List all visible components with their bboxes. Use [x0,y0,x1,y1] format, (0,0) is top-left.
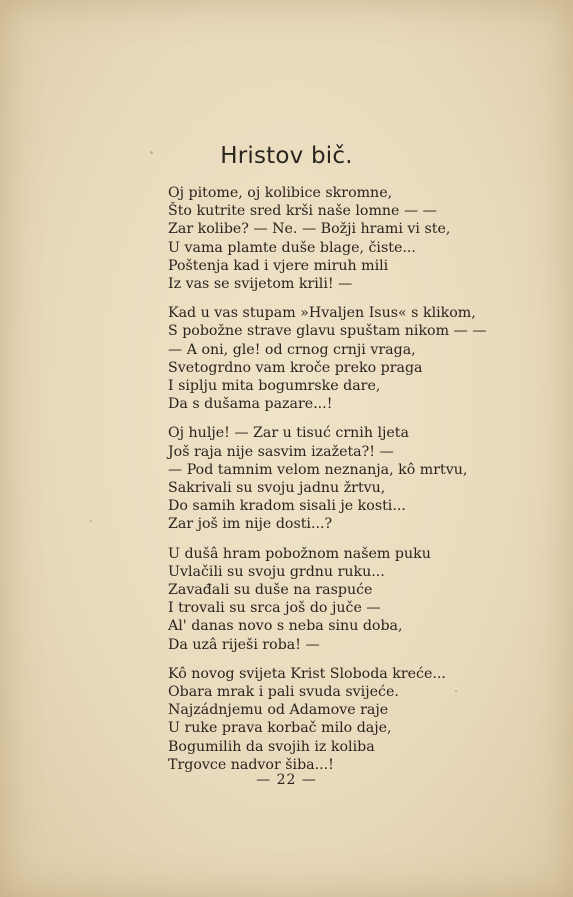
poem-line: Al' danas novo s neba sinu doba, [168,618,403,635]
poem-line: Zar još im nije dosti...? [168,516,333,533]
poem-line: Sakrivali su svoju jadnu žrtvu, [168,480,386,497]
poem-line: S pobožne strave glavu spuštam nikom — — [168,323,487,340]
poem-line: — Pod tamnim velom neznanja, kô mrtvu, [168,461,468,478]
poem-line: Kad u vas stupam »Hvaljen Isus« s klikom, [168,305,476,322]
poem-line: Oj pitome, oj kolibice skromne, [168,185,393,201]
poem-line: Uvlačili su svoju grdnu ruku... [168,563,385,580]
stanza [168,545,518,654]
poem-line: Trgovce nadvor šiba...! [168,756,334,773]
stanza [168,424,518,533]
poem-line: Zavađali su duše na raspuće [168,582,373,599]
poem-line: Poštenja kad i vjere miruh mili [168,257,389,274]
poem-line: U dušâ hram pobožnom našem puku [168,545,431,562]
stanza [168,304,518,413]
poem-line: Do samih kradom sisali je kosti... [168,498,406,515]
poem-line: Da uzâ riješi roba! — [168,636,320,653]
poem-line: U ruke prava korbač milo daje, [168,720,392,737]
poem-line: Bogumilih da svojih iz koliba [168,738,375,755]
poem-line: Najzádnjemu od Adamove raje [168,702,389,719]
poem-line: Da s dušama pazare...! [168,396,333,413]
poem-line: Oj hulje! — Zar u tisuć crnih ljeta [168,425,409,442]
poem-line: Obara mrak i pali svuda svijeće. [168,684,399,701]
poem-title: Hristov bič. [220,143,353,169]
poem-line: I siplju mita bogumrske dare, [168,378,381,395]
paper-speck [90,520,92,522]
poem-line: Još raja nije sasvim izažeta?! — [168,443,394,460]
stanza [168,665,518,774]
poem-line: Iz vas se svijetom krili! — [168,276,353,293]
poem-line: Svetogrdno vam kroče preko praga [168,359,423,376]
poem-line: Što kutrite sred krši naše lomne — — [168,203,437,220]
poem-line: I trovali su srca još do juče — [168,600,381,617]
page-number: — 22 — [256,772,317,788]
poem-line: U vama plamte duše blage, čiste... [168,239,416,256]
poem-body [168,184,518,785]
poem-line: Zar kolibe? — Ne. — Božji hrami vi ste, [168,221,451,238]
stanza [168,184,518,293]
poem-line: — A oni, gle! od crnog crnji vraga, [168,341,416,358]
poem-line: Kô novog svijeta Krist Sloboda kreće... [168,665,446,682]
